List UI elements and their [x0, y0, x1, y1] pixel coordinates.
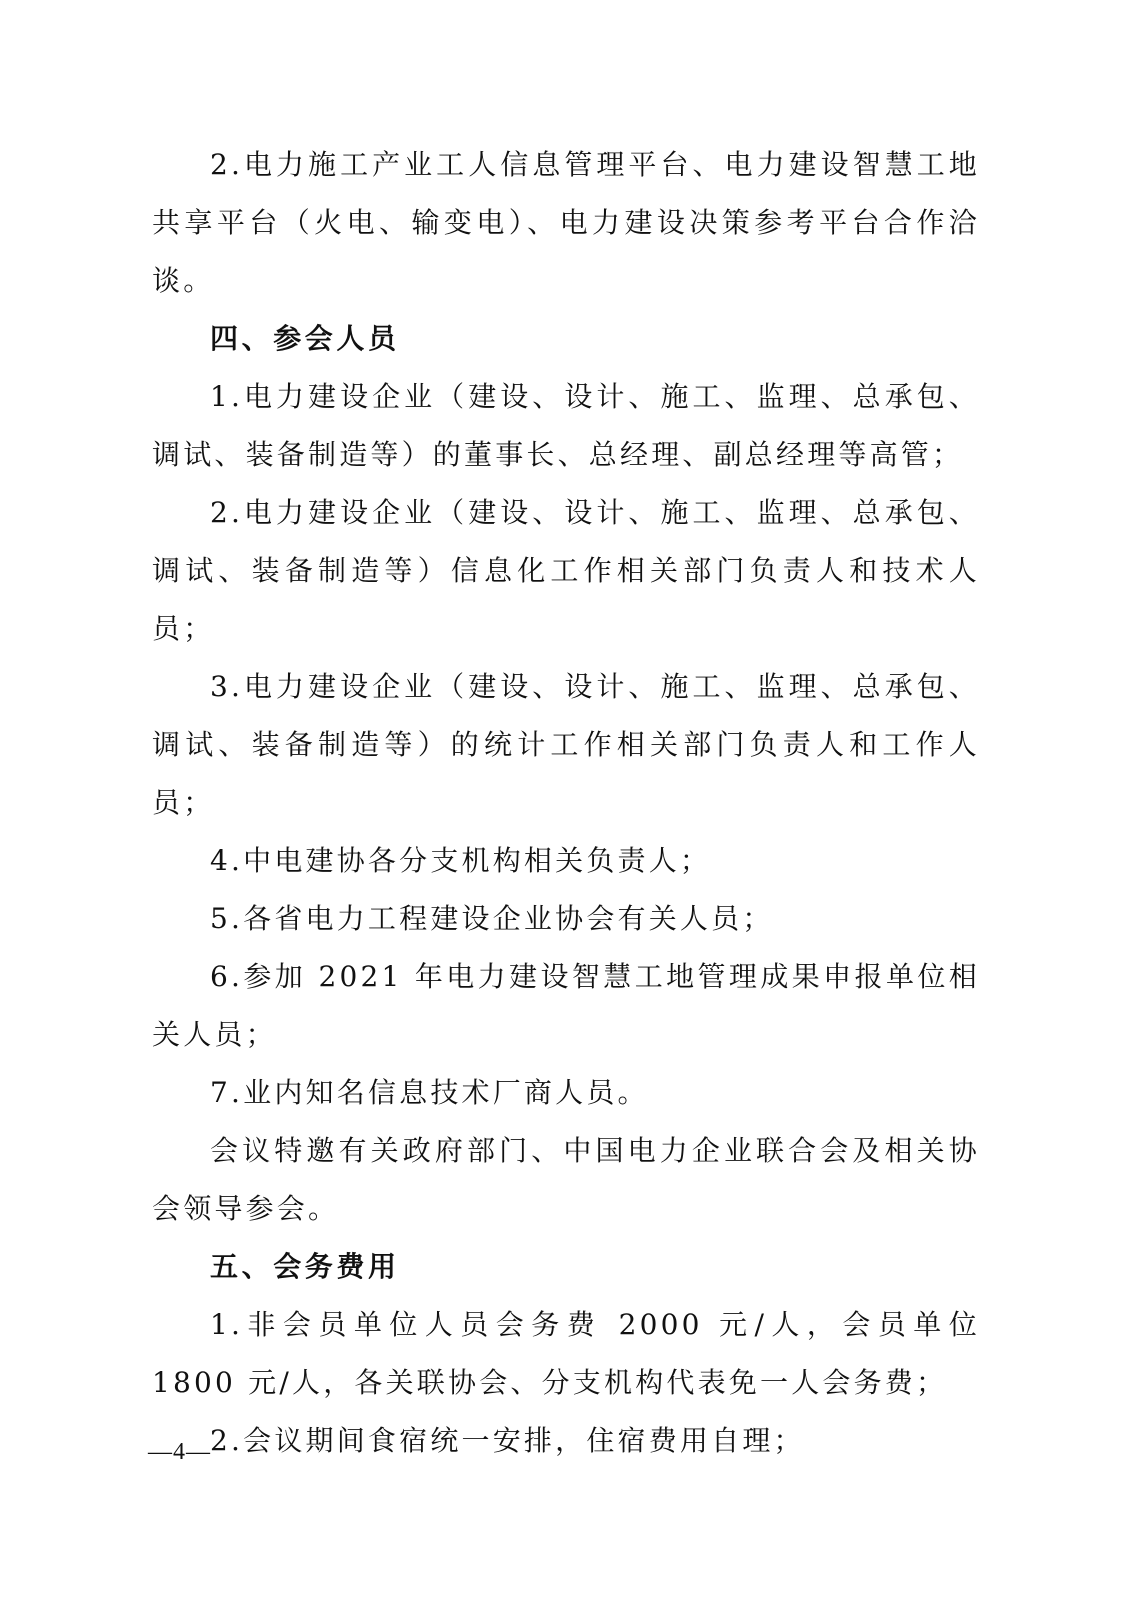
page-number: —4— — [148, 1439, 211, 1465]
document-body — [152, 136, 980, 1470]
invited-guests-paragraph: 会议特邀有关政府部门、中国电力企业联合会及相关协会领导参会。 — [152, 1134, 980, 1225]
section-heading-fees: 五、会务费用 — [210, 1250, 400, 1283]
paragraph-item-2-platforms: 2.电力施工产业工人信息管理平台、电力建设智慧工地共享平台（火电、输变电）、电力建设决策参考平台合作洽谈。 — [152, 148, 980, 297]
participant-item-5: 5.各省电力工程建设企业协会有关人员； — [210, 902, 774, 935]
participant-item-6: 6.参加 2021 年电力建设智慧工地管理成果申报单位相关人员； — [152, 960, 980, 1051]
participant-item-1: 1.电力建设企业（建设、设计、施工、监理、总承包、调试、装备制造等）的董事长、总经理、副总经理等高管； — [152, 380, 980, 471]
fee-item-2: 2.会议期间食宿统一安排，住宿费用自理； — [210, 1424, 805, 1457]
participant-item-4: 4.中电建协各分支机构相关负责人； — [210, 844, 712, 877]
fee-item-1: 1.非会员单位人员会务费 2000 元/人，会员单位 1800 元/人，各关联协会、分支机构代表免一人会务费； — [152, 1308, 980, 1399]
section-heading-participants: 四、参会人员 — [210, 322, 400, 355]
participant-item-3: 3.电力建设企业（建设、设计、施工、监理、总承包、调试、装备制造等）的统计工作相关部门负责人和工作人员； — [152, 670, 980, 819]
participant-item-2: 2.电力建设企业（建设、设计、施工、监理、总承包、调试、装备制造等）信息化工作相关部门负责人和技术人员； — [152, 496, 980, 645]
participant-item-7: 7.业内知名信息技术厂商人员。 — [210, 1076, 649, 1109]
